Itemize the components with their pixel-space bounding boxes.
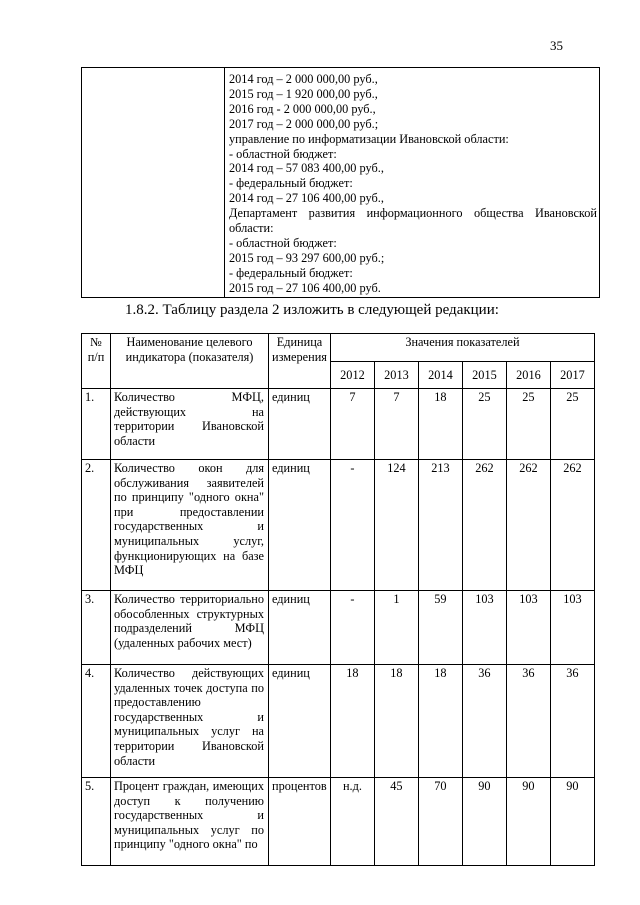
row-value: 213 (418, 460, 462, 591)
row-name: Количество действующих удаленных точек доступа по предоставлению государственных и муниципальных услуг на территории Ивановской области (111, 665, 269, 778)
row-value: 18 (418, 665, 462, 778)
funding-line: 2014 год – 57 083 400,00 руб., (229, 161, 384, 176)
row-unit: единиц (269, 591, 331, 665)
section-heading: 1.8.2. Таблицу раздела 2 изложить в следующей редакции: (125, 302, 499, 318)
row-value: 1 (374, 591, 418, 665)
row-value: 7 (374, 389, 418, 460)
row-unit: единиц (269, 665, 331, 778)
row-unit: процентов (269, 778, 331, 866)
funding-line: - областной бюджет: (229, 235, 337, 250)
row-value: 90 (550, 778, 594, 866)
row-value: 103 (506, 591, 550, 665)
table-row (82, 389, 595, 460)
row-name: Количество МФЦ, действующих на территории Ивановской области (111, 389, 269, 460)
row-value: 124 (374, 460, 418, 591)
row-value: 45 (374, 778, 418, 866)
row-num: 2. (82, 460, 111, 591)
funding-text (229, 72, 597, 296)
row-value: 36 (550, 665, 594, 778)
header-year: 2017 (550, 362, 594, 389)
row-num: 4. (82, 665, 111, 778)
row-value: 59 (418, 591, 462, 665)
funding-line: 2016 год - 2 000 000,00 руб., (229, 101, 376, 116)
row-value: 70 (418, 778, 462, 866)
funding-line: 2017 год – 2 000 000,00 руб.; (229, 116, 379, 131)
row-value: 90 (506, 778, 550, 866)
row-value: 262 (550, 460, 594, 591)
header-year: 2015 (462, 362, 506, 389)
row-name: Количество окон для обслуживания заявителей по принципу "одного окна" при предоставлении государственных и муниципальных услуг, функционирующих на базе МФЦ (111, 460, 269, 591)
row-num: 5. (82, 778, 111, 866)
header-year: 2014 (418, 362, 462, 389)
row-value: 262 (506, 460, 550, 591)
row-value: 103 (550, 591, 594, 665)
row-value: 18 (418, 389, 462, 460)
funding-line: 2014 год – 27 106 400,00 руб., (229, 191, 384, 206)
page-number: 35 (550, 38, 563, 53)
row-unit: единиц (269, 460, 331, 591)
header-year: 2016 (506, 362, 550, 389)
continuation-left-cell (82, 68, 225, 297)
table-row (82, 778, 595, 866)
row-num: 1. (82, 389, 111, 460)
row-value: 25 (462, 389, 506, 460)
row-value: - (330, 460, 374, 591)
funding-line: 2015 год – 27 106 400,00 руб. (229, 280, 381, 295)
funding-line: Департамент развития информационного общества Ивановской области: (229, 206, 597, 236)
row-value: 7 (330, 389, 374, 460)
header-unit: Единица измерения (269, 334, 331, 389)
row-value: 25 (550, 389, 594, 460)
continuation-table (81, 67, 600, 298)
header-num: № п/п (82, 334, 111, 389)
funding-line: 2015 год – 1 920 000,00 руб., (229, 86, 378, 101)
row-value: 36 (506, 665, 550, 778)
funding-line: 2015 год – 93 297 600,00 руб.; (229, 250, 385, 265)
row-value: - (330, 591, 374, 665)
header-values: Значения показателей (330, 334, 594, 362)
row-name: Количество территориально обособленных структурных подразделений МФЦ (удаленных рабочих мест) (111, 591, 269, 665)
funding-line: управление по информатизации Ивановской области: (229, 131, 509, 146)
row-unit: единиц (269, 389, 331, 460)
header-year: 2012 (330, 362, 374, 389)
row-value: 103 (462, 591, 506, 665)
row-value: 36 (462, 665, 506, 778)
row-value: н.д. (330, 778, 374, 866)
row-name: Процент граждан, имеющих доступ к получению государственных и муниципальных услуг по принципу "одного окна" по (111, 778, 269, 866)
table-row (82, 665, 595, 778)
funding-line: - федеральный бюджет: (229, 176, 353, 191)
row-value: 262 (462, 460, 506, 591)
indicators-table (81, 333, 595, 866)
table-row (82, 460, 595, 591)
funding-line: - федеральный бюджет: (229, 265, 353, 280)
row-value: 25 (506, 389, 550, 460)
table-row (82, 591, 595, 665)
row-num: 3. (82, 591, 111, 665)
row-value: 18 (374, 665, 418, 778)
funding-line: 2014 год – 2 000 000,00 руб., (229, 72, 378, 86)
row-value: 90 (462, 778, 506, 866)
funding-line: - областной бюджет: (229, 146, 337, 161)
header-year: 2013 (374, 362, 418, 389)
header-name: Наименование целевого индикатора (показателя) (111, 334, 269, 389)
row-value: 18 (330, 665, 374, 778)
